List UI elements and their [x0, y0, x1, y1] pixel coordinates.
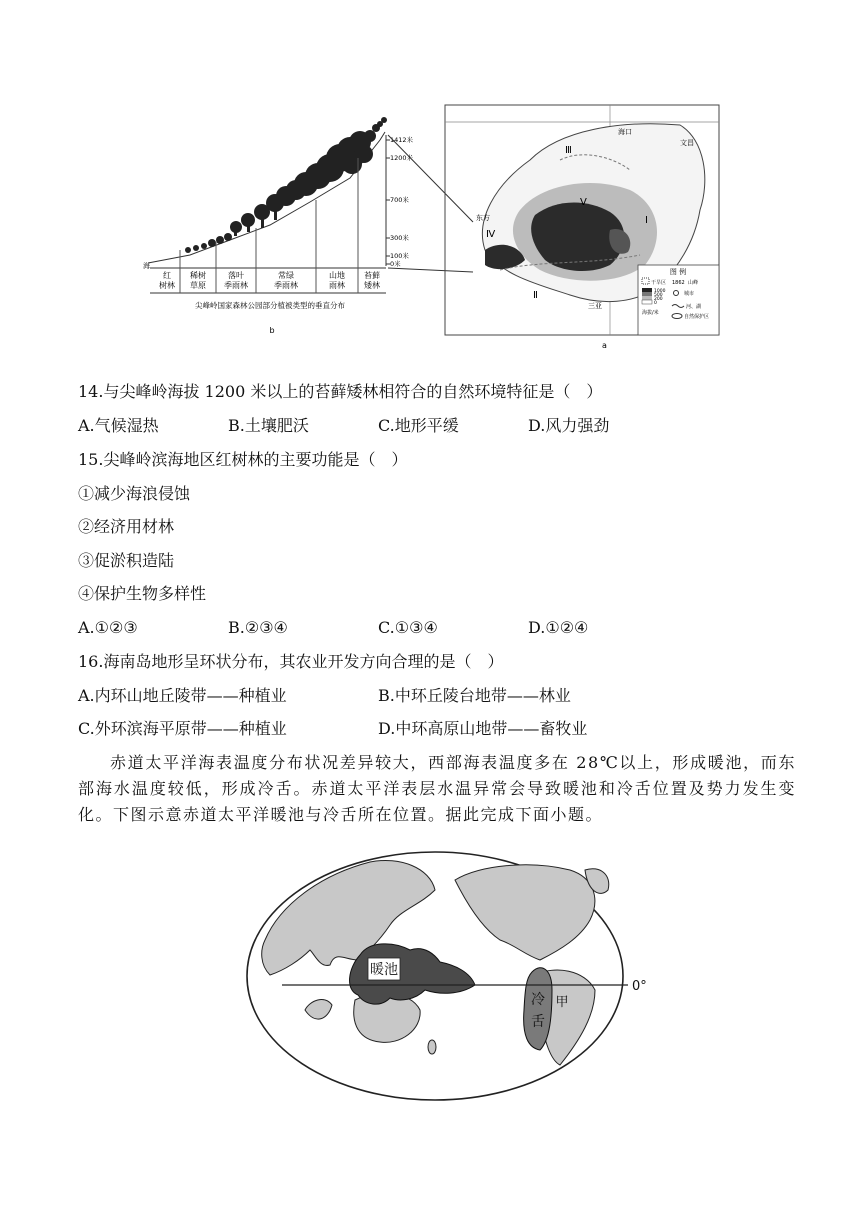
- elev-100: 100米: [390, 252, 409, 260]
- elev-1200: 1200米: [390, 154, 414, 162]
- elev-700: 700米: [390, 196, 409, 204]
- jia-label: 甲: [555, 995, 569, 1010]
- zone-5-b: 雨林: [329, 281, 345, 290]
- place-dongfang: 东方: [476, 214, 490, 222]
- profile-caption: b: [269, 326, 275, 335]
- legend-peak-value: 1862: [672, 280, 685, 286]
- q16-option-c[interactable]: C.外环滨海平原带——种植业: [78, 719, 287, 738]
- zone-table: [143, 158, 386, 335]
- zone-3-b: 季雨林: [224, 281, 248, 290]
- legend-elev-500: 500: [654, 293, 663, 298]
- region-4: Ⅳ: [486, 229, 496, 240]
- question-14-stem: 14.与尖峰岭海拔 1200 米以上的苔藓矮林相符合的自然环境特征是（ ）: [78, 382, 603, 401]
- q14-option-b[interactable]: B.土壤肥沃: [228, 416, 309, 435]
- zone-4-b: 季雨林: [274, 281, 298, 290]
- region-5: Ⅴ: [580, 197, 587, 208]
- place-sanya: 三亚: [588, 302, 602, 310]
- legend-elev-unit: 海拔/米: [642, 310, 659, 316]
- q14-option-c[interactable]: C.地形平缓: [378, 416, 459, 435]
- zone-4-a: 常绿: [278, 271, 294, 280]
- q15-item-3: ③促淤积造陆: [78, 551, 175, 570]
- vegetation-profile: [148, 117, 387, 263]
- legend-river: 河、湖: [686, 304, 702, 310]
- passage: 赤道太平洋海表温度分布状况差异较大，西部海表温度多在 28℃以上，形成暖池，而东部海水温度较低，形成冷舌。赤道太平洋表层水温异常会导致暖池和冷舌位置及势力发生变化。下图示意赤道太平洋暖池与冷舌所在位置。据此完成下面小题。: [78, 753, 796, 824]
- zone-1-b: 树林: [159, 281, 175, 290]
- elevation-axis: [386, 135, 414, 268]
- legend-title: 图 例: [669, 268, 687, 276]
- q15-option-a[interactable]: A.①②③: [78, 618, 138, 637]
- legend-elev-0: 0: [654, 301, 657, 306]
- legend-city: 城市: [684, 291, 695, 297]
- legend-dry: 干旱区: [651, 280, 667, 286]
- q15-item-2: ②经济用材林: [78, 517, 175, 536]
- q16-option-a[interactable]: A.内环山地丘陵带——种植业: [78, 686, 287, 705]
- q15-option-c[interactable]: C.①③④: [378, 618, 438, 637]
- question-15-stem: 15.尖峰岭滨海地区红树林的主要功能是（ ）: [78, 450, 408, 469]
- legend-peak: 山峰: [688, 280, 699, 286]
- legend-reserve: 自然保护区: [684, 314, 710, 320]
- zone-1-a: 红: [163, 271, 171, 280]
- region-2: Ⅱ: [533, 290, 538, 301]
- zone-5-a: 山地: [329, 271, 345, 280]
- legend-elev-1000: 1000: [654, 289, 666, 294]
- cold-tongue-label-1: 冷: [531, 992, 545, 1008]
- legend-elev-200: 200: [654, 297, 663, 302]
- place-wenchang: 文昌: [680, 139, 694, 147]
- q16-option-b[interactable]: B.中环丘陵台地带——林业: [378, 686, 571, 705]
- profile-title: 尖峰岭国家森林公园部分植被类型的垂直分布: [195, 301, 345, 310]
- q14-option-d[interactable]: D.风力强劲: [528, 416, 610, 435]
- equator-label: 0°: [632, 979, 647, 994]
- hainan-map: [445, 105, 719, 350]
- sea-label: 海: [143, 262, 150, 270]
- zone-2-a: 稀树: [190, 271, 206, 280]
- elev-0: 0米: [390, 260, 401, 268]
- q14-option-a[interactable]: A.气候湿热: [78, 416, 159, 435]
- map-legend: [638, 265, 719, 335]
- q15-option-b[interactable]: B.②③④: [228, 618, 288, 637]
- zone-6-a: 苔藓: [364, 271, 380, 280]
- question-16-stem: 16.海南岛地形呈环状分布，其农业开发方向合理的是（ ）: [78, 652, 504, 671]
- zone-2-b: 草原: [190, 281, 206, 290]
- q15-item-1: ①减少海浪侵蚀: [78, 484, 191, 503]
- warm-pool-label: 暖池: [370, 962, 398, 978]
- world-map-figure: [240, 850, 660, 1105]
- zone-3-a: 落叶: [228, 271, 244, 280]
- elev-300: 300米: [390, 234, 409, 242]
- q15-item-4: ④保护生物多样性: [78, 584, 207, 603]
- cold-tongue-label-2: 舌: [531, 1014, 545, 1030]
- place-haikou: 海口: [618, 128, 632, 136]
- map-caption: a: [602, 341, 607, 350]
- zone-6-b: 矮林: [364, 281, 380, 290]
- q16-option-d[interactable]: D.中环高原山地带——畜牧业: [378, 719, 588, 738]
- q15-option-d[interactable]: D.①②④: [528, 618, 589, 637]
- region-1: Ⅰ: [645, 215, 648, 226]
- figure-top: [140, 100, 720, 370]
- region-3: Ⅲ: [565, 145, 572, 156]
- elev-1412: 1412米: [390, 136, 414, 144]
